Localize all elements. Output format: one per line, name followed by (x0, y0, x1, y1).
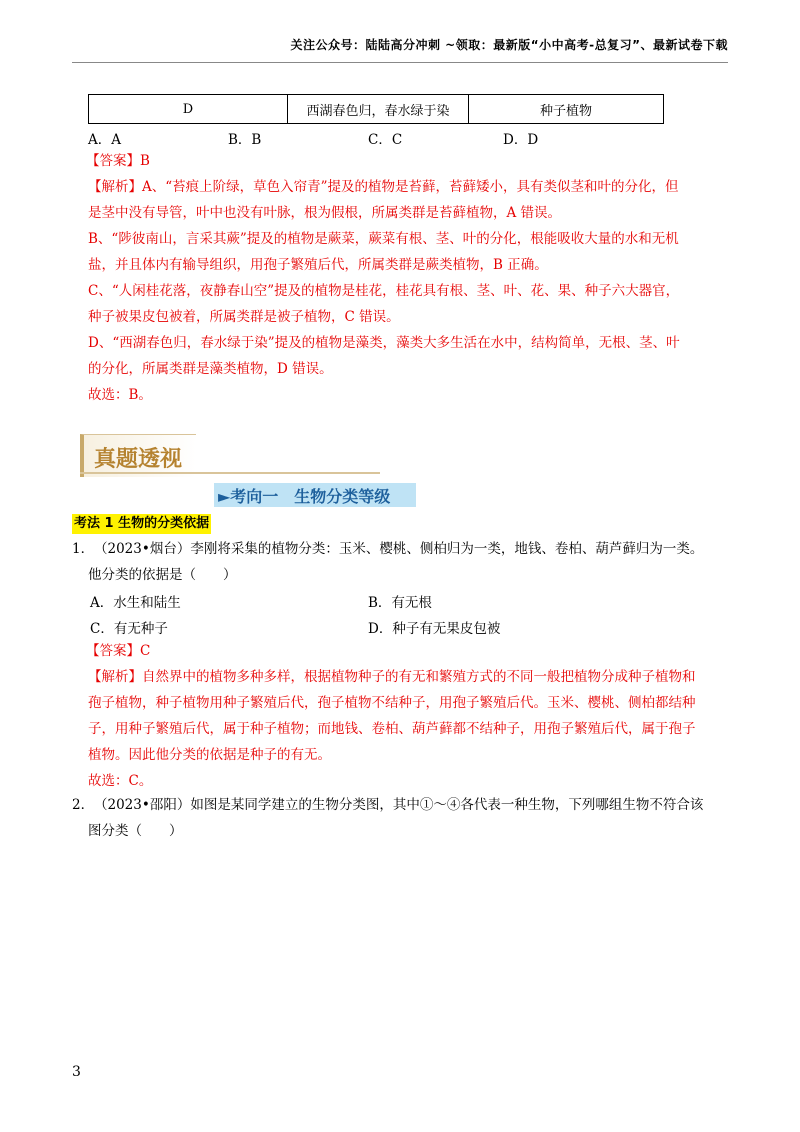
choice-c: C．C (368, 132, 403, 148)
options-table (88, 94, 664, 124)
analysis-line: B、“陟彼南山，言采其蕨”提及的植物是蕨菜，蕨菜有根、茎、叶的分化，根能吸收大量的水和无机 (88, 231, 679, 247)
analysis-line: 盐，并且体内有输导组织，用孢子繁殖后代，所属类群是蕨类植物，B 正确。 (88, 257, 548, 273)
analysis-line: 的分化，所属类群是藻类植物，D 错误。 (88, 361, 333, 377)
page-header: 关注公众号：陆陆高分冲刺 ~领取：最新版“小中高考-总复习”、最新试卷下载 (290, 38, 728, 52)
choice-a: A．A (88, 132, 121, 148)
choice-b: B．B (228, 132, 262, 148)
question-number: 2． (72, 797, 95, 813)
table-cell-poem: 西湖春色归，春水绿于染 (288, 95, 469, 124)
choice-d: D．种子有无果皮包被 (368, 621, 501, 637)
question-stem: （2023•邵阳）如图是某同学建立的生物分类图，其中①～④各代表一种生物，下列哪组生物不符合该 (94, 797, 704, 813)
direction-heading: ►考向一 生物分类等级 (214, 483, 416, 507)
analysis-line: C、“人闲桂花落，夜静春山空”提及的植物是桂花，桂花具有根、茎、叶、花、果、种子六大器官， (88, 283, 680, 299)
question-stem: （2023•烟台）李刚将采集的植物分类：玉米、樱桃、侧柏归为一类，地钱、卷柏、葫芦藓归为一类。 (94, 541, 704, 557)
choice-d: D．D (503, 132, 539, 148)
analysis-line: 子，用种子繁殖后代，属于种子植物；而地钱、卷柏、葫芦藓都不结种子，用孢子繁殖后代，属于孢子 (88, 721, 696, 737)
analysis-line: 植物。因此他分类的依据是种子的有无。 (88, 747, 331, 763)
analysis-line: 【解析】自然界中的植物多种多样，根据植物种子的有无和繁殖方式的不同一般把植物分成种子植物和 (88, 669, 696, 685)
question-stem: 图分类（ ） (88, 823, 183, 839)
choice-c: C．有无种子 (90, 621, 168, 637)
analysis-line: D、“西湖春色归，春水绿于染”提及的植物是藻类，藻类大多生活在水中，结构简单，无根、茎、叶 (88, 335, 680, 351)
conclusion: 故选：C。 (88, 773, 153, 789)
header-divider (72, 62, 728, 63)
page-number: 3 (72, 1064, 81, 1080)
answer-label: 【答案】B (86, 153, 150, 169)
conclusion: 故选：B。 (88, 387, 152, 403)
table-cell-category: 种子植物 (469, 95, 664, 124)
analysis-line: 【解析】A、“苔痕上阶绿，草色入帘青”提及的植物是苔藓，苔藓矮小，具有类似茎和叶的分化，但 (88, 179, 679, 195)
analysis-line: 种子被果皮包被着，所属类群是被子植物，C 错误。 (88, 309, 400, 325)
choice-b: B．有无根 (368, 595, 432, 611)
table-row (89, 95, 664, 124)
question-number: 1． (72, 541, 95, 557)
section-title: 真题透视 (94, 447, 183, 472)
table-cell-label: D (89, 95, 288, 124)
answer-label: 【答案】C (86, 643, 151, 659)
section-underline (80, 472, 380, 474)
analysis-line: 孢子植物，种子植物用种子繁殖后代，孢子植物不结种子，用孢子繁殖后代。玉米、樱桃、侧柏都结种 (88, 695, 696, 711)
analysis-line: 是茎中没有导管，叶中也没有叶脉，根为假根，所属类群是苔藓植物，A 错误。 (88, 205, 562, 221)
choice-a: A．水生和陆生 (90, 595, 181, 611)
question-stem: 他分类的依据是（ ） (88, 567, 237, 583)
method-heading: 考法 1 生物的分类依据 (72, 514, 211, 534)
